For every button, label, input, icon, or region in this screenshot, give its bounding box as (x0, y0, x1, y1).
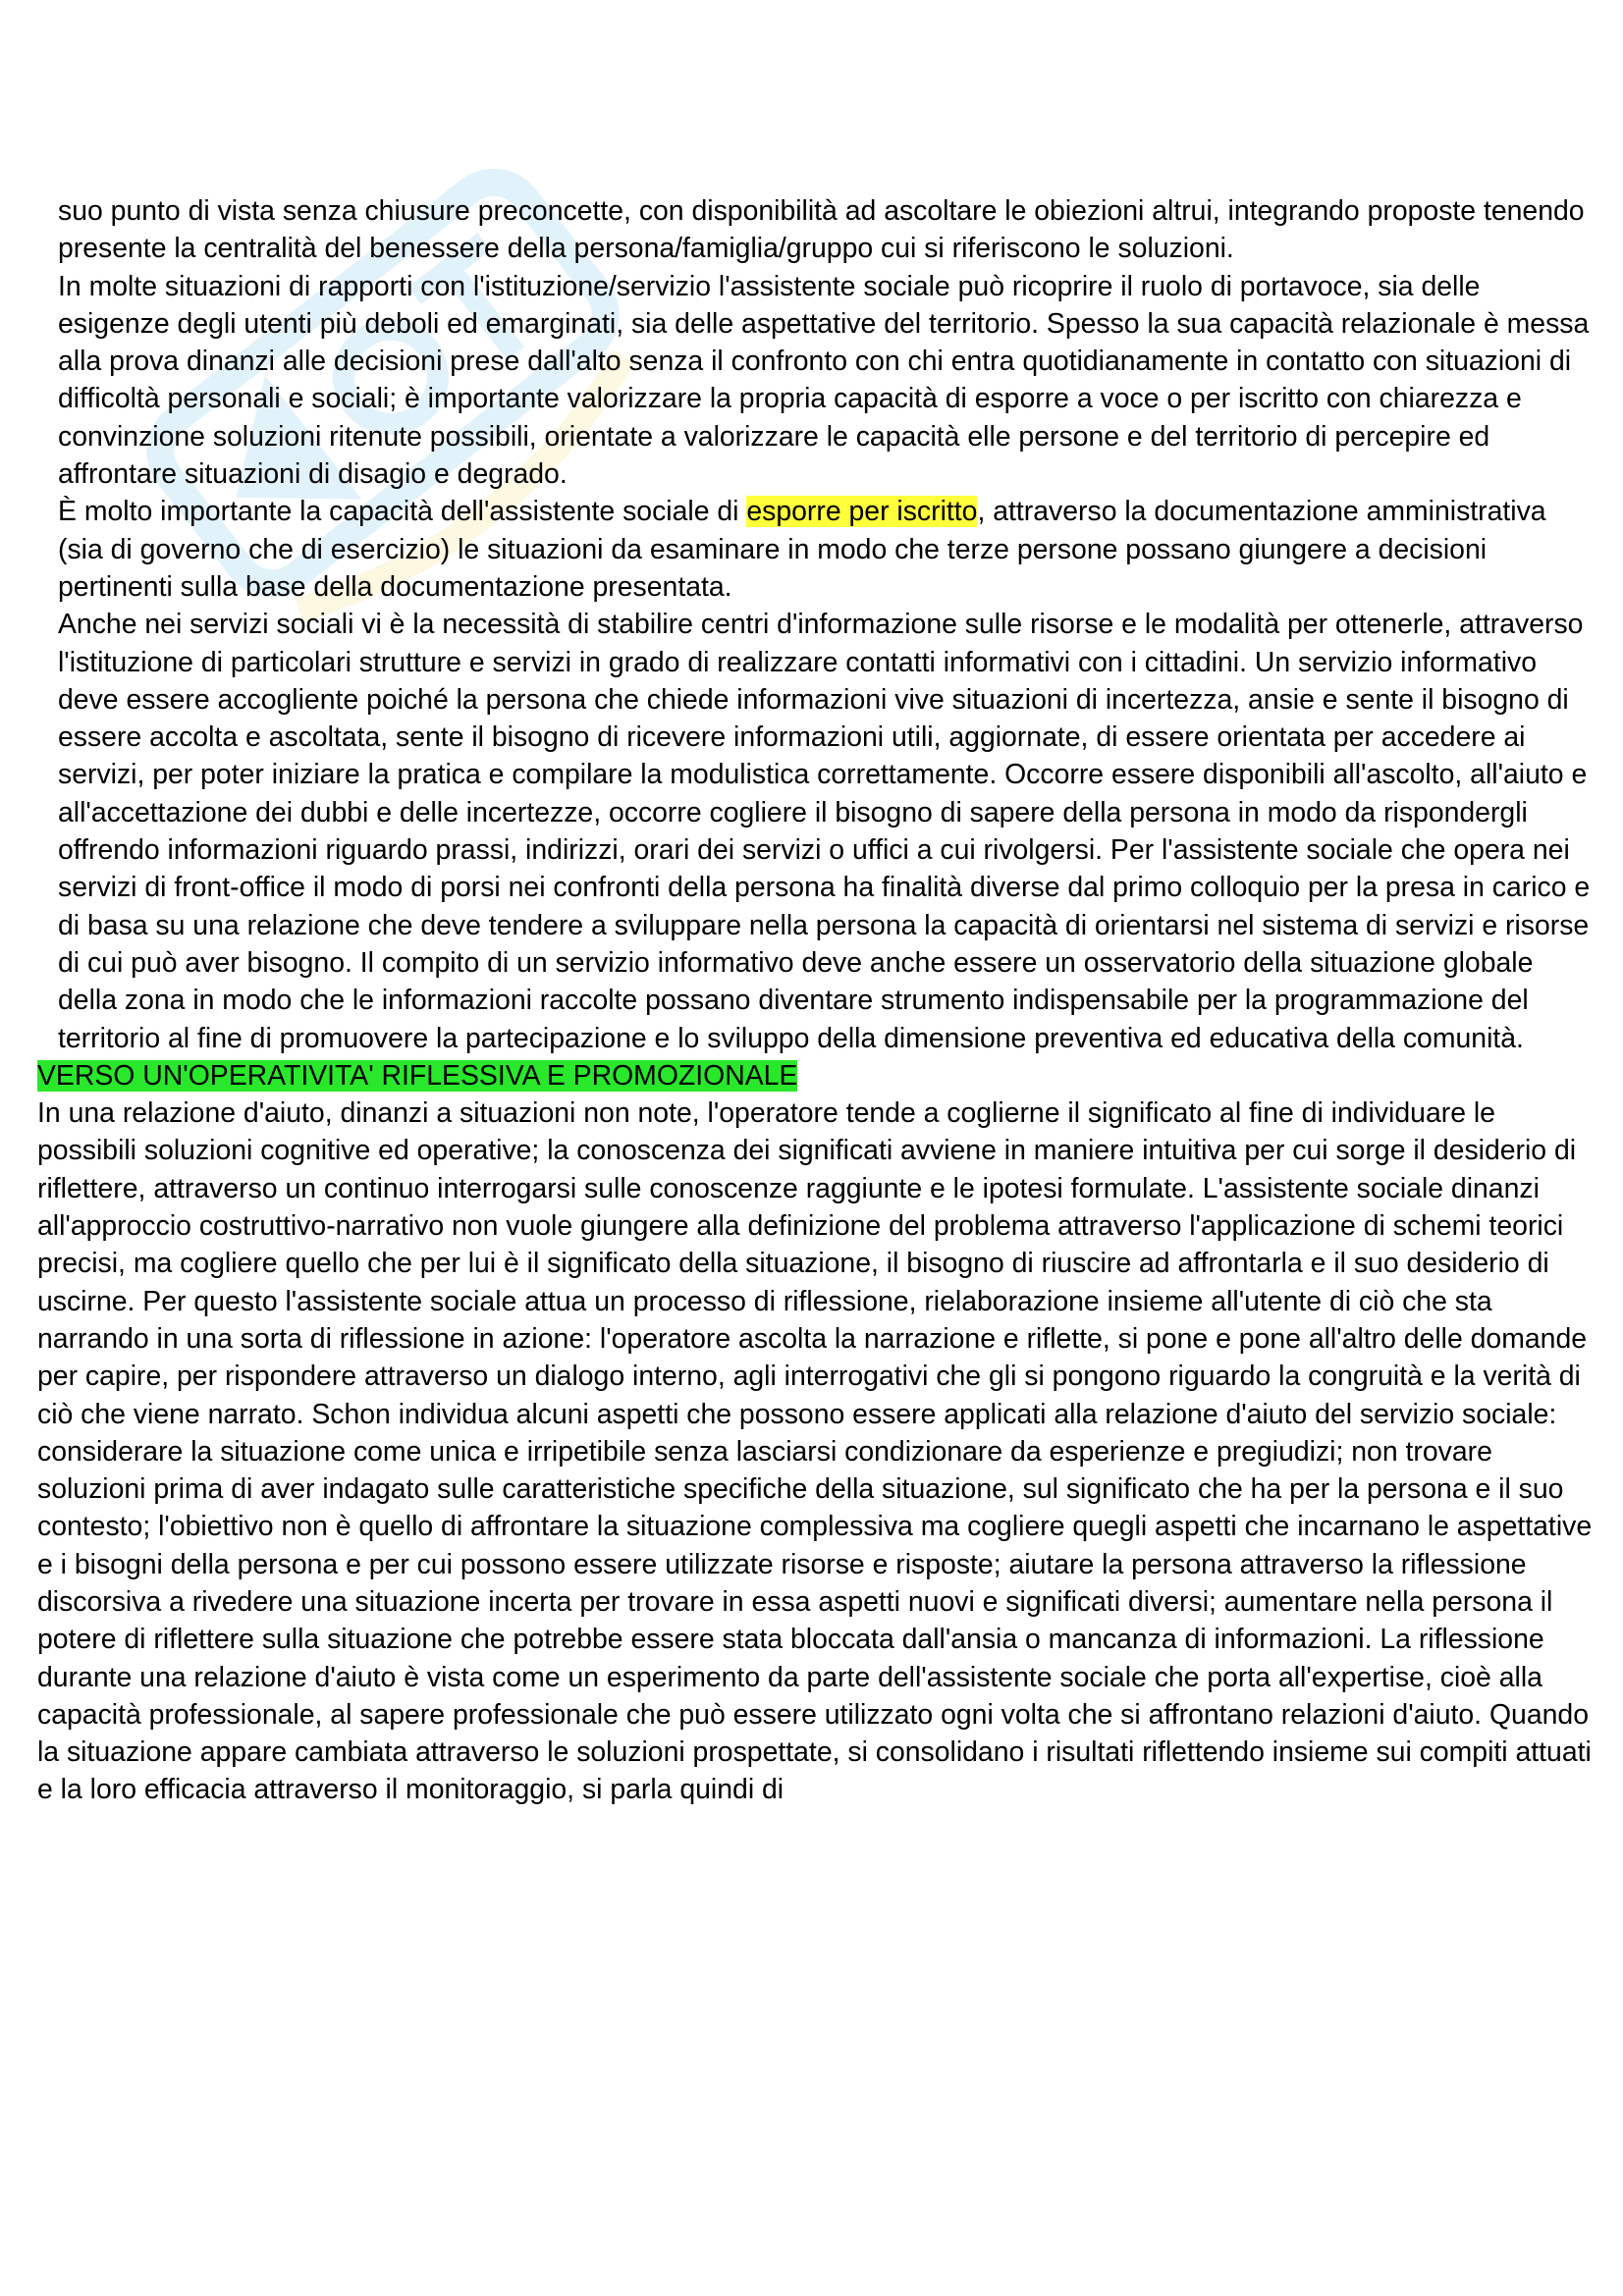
paragraph-3-end: , attraverso la documentazione amministrativa (sia di governo che di esercizio) le situazioni da esaminare in modo che terze persone possano giungere a decisioni pertinenti sulla base della documentazione presentata. (58, 496, 1546, 603)
section-heading: VERSO UN'OPERATIVITA' RIFLESSIVA E PROMOZIONALE (37, 1059, 798, 1092)
section-2 (37, 1057, 1598, 1809)
paragraph-1: suo punto di vista senza chiusure preconcette, con disponibilità ad ascoltare le obiezioni altrui, integrando proposte tenendo presente la centralità del benessere della persona/famiglia/gruppo cui si riferiscono le soluzioni. (58, 195, 1585, 265)
section-heading-wrap (37, 1057, 1598, 1095)
paragraph-3-start: È molto importante la capacità dell'assistente sociale di (58, 496, 747, 528)
section-2-body: In una relazione d'aiuto, dinanzi a situazioni non note, l'operatore tende a coglierne il significato al fine di individuare le possibili soluzioni cognitive ed operative; la conoscenza dei significati avviene in maniere intuitiva per cui sorge il desiderio di riflettere, attraverso un continuo interrogarsi sulle conoscenze raggiunte e le ipotesi formulate. L'assistente sociale dinanzi all'approccio costruttivo-narrativo non vuole giungere alla definizione del problema attraverso l'applicazione di schemi teorici precisi, ma cogliere quello che per lui è il significato della situazione, il bisogno di riuscire ad affrontarla e il suo desiderio di uscirne. Per questo l'assistente sociale attua un processo di riflessione, rielaborazione insieme all'utente di ciò che sta narrando in una sorta di riflessione in azione: l'operatore ascolta la narrazione e riflette, si pone e pone all'altro delle domande per capire, per rispondere attraverso un dialogo interno, agli interrogativi che gli si pongono riguardo la congruità e la verità di ciò che viene narrato. Schon individua alcuni aspetti che possono essere applicati alla relazione d'aiuto del servizio sociale: considerare la situazione come unica e irripetibile senza lasciarsi condizionare da esperienze e pregiudizi; non trovare soluzioni prima di aver indagato sulle caratteristiche specifiche della situazione, sul significato che ha per la persona e il suo contesto; l'obiettivo non è quello di affrontare la situazione complessiva ma cogliere quegli aspetti che incarnano le aspettative e i bisogni della persona e per cui possono essere utilizzate risorse e risposte; aiutare la persona attraverso la riflessione discorsiva a rivedere una situazione incerta per trovare in essa aspetti nuovi e significati diversi; aumentare nella persona il potere di riflettere sulla situazione che potrebbe essere stata bloccata dall'ansia o mancanza di informazioni. La riflessione durante una relazione d'aiuto è vista come un esperimento da parte dell'assistente sociale che porta all'expertise, cioè alla capacità professionale, al sapere professionale che può essere utilizzato ogni volta che si affrontano relazioni d'aiuto. Quando la situazione appare cambiata attraverso le soluzioni prospettate, si consolidano i risultati riflettendo insieme sui compiti attuati e la loro efficacia attraverso il monitoraggio, si parla quindi di (37, 1097, 1593, 1806)
section-1 (37, 192, 1598, 1057)
paragraph-4: Anche nei servizi sociali vi è la necessità di stabilire centri d'informazione sulle risorse e le modalità per ottenerle, attraverso l'istituzione di particolari strutture e servizi in grado di realizzare contatti informativi con i cittadini. Un servizio informativo deve essere accogliente poiché la persona che chiede informazioni vive situazioni di incertezza, ansie e sente il bisogno di essere accolta e ascoltata, sente il bisogno di ricevere informazioni utili, aggiornate, di essere orientata per accedere ai servizi, per poter iniziare la pratica e compilare la modulistica correttamente. Occorre essere disponibili all'ascolto, all'aiuto e all'accettazione dei dubbi e delle incertezze, occorre cogliere il bisogno di sapere della persona in modo da rispondergli offrendo informazioni riguardo prassi, indirizzi, orari dei servizi o uffici a cui rivolgersi. Per l'assistente sociale che opera nei servizi di front-office il modo di porsi nei confronti della persona ha finalità diverse dal primo colloquio per la presa in carico e di basa su una relazione che deve tendere a sviluppare nella persona la capacità di orientarsi nel sistema di servizi e risorse di cui può aver bisogno. Il compito di un servizio informativo deve anche essere un osservatorio della situazione globale della zona in modo che le informazioni raccolte possano diventare strumento indispensabile per la programmazione del territorio al fine di promuovere la partecipazione e lo sviluppo della dimensione preventiva ed educativa della comunità. (58, 609, 1591, 1054)
highlighted-phrase: esporre per iscritto (746, 496, 978, 528)
document-body (37, 192, 1598, 1809)
paragraph-2: In molte situazioni di rapporti con l'istituzione/servizio l'assistente sociale può ricoprire il ruolo di portavoce, sia delle esigenze degli utenti più deboli ed emarginati, sia delle aspettative del territorio. Spesso la sua capacità relazionale è messa alla prova dinanzi alle decisioni prese dall'alto senza il confronto con chi entra quotidianamente in contatto con situazioni di difficoltà personali e sociali; è importante valorizzare la propria capacità di esporre a voce o per iscritto con chiarezza e convinzione soluzioni ritenute possibili, orientate a valorizzare le capacità elle persone e del territorio di percepire ed affrontare situazioni di disagio e degrado. (58, 270, 1590, 491)
paragraph-3 (58, 493, 1598, 606)
